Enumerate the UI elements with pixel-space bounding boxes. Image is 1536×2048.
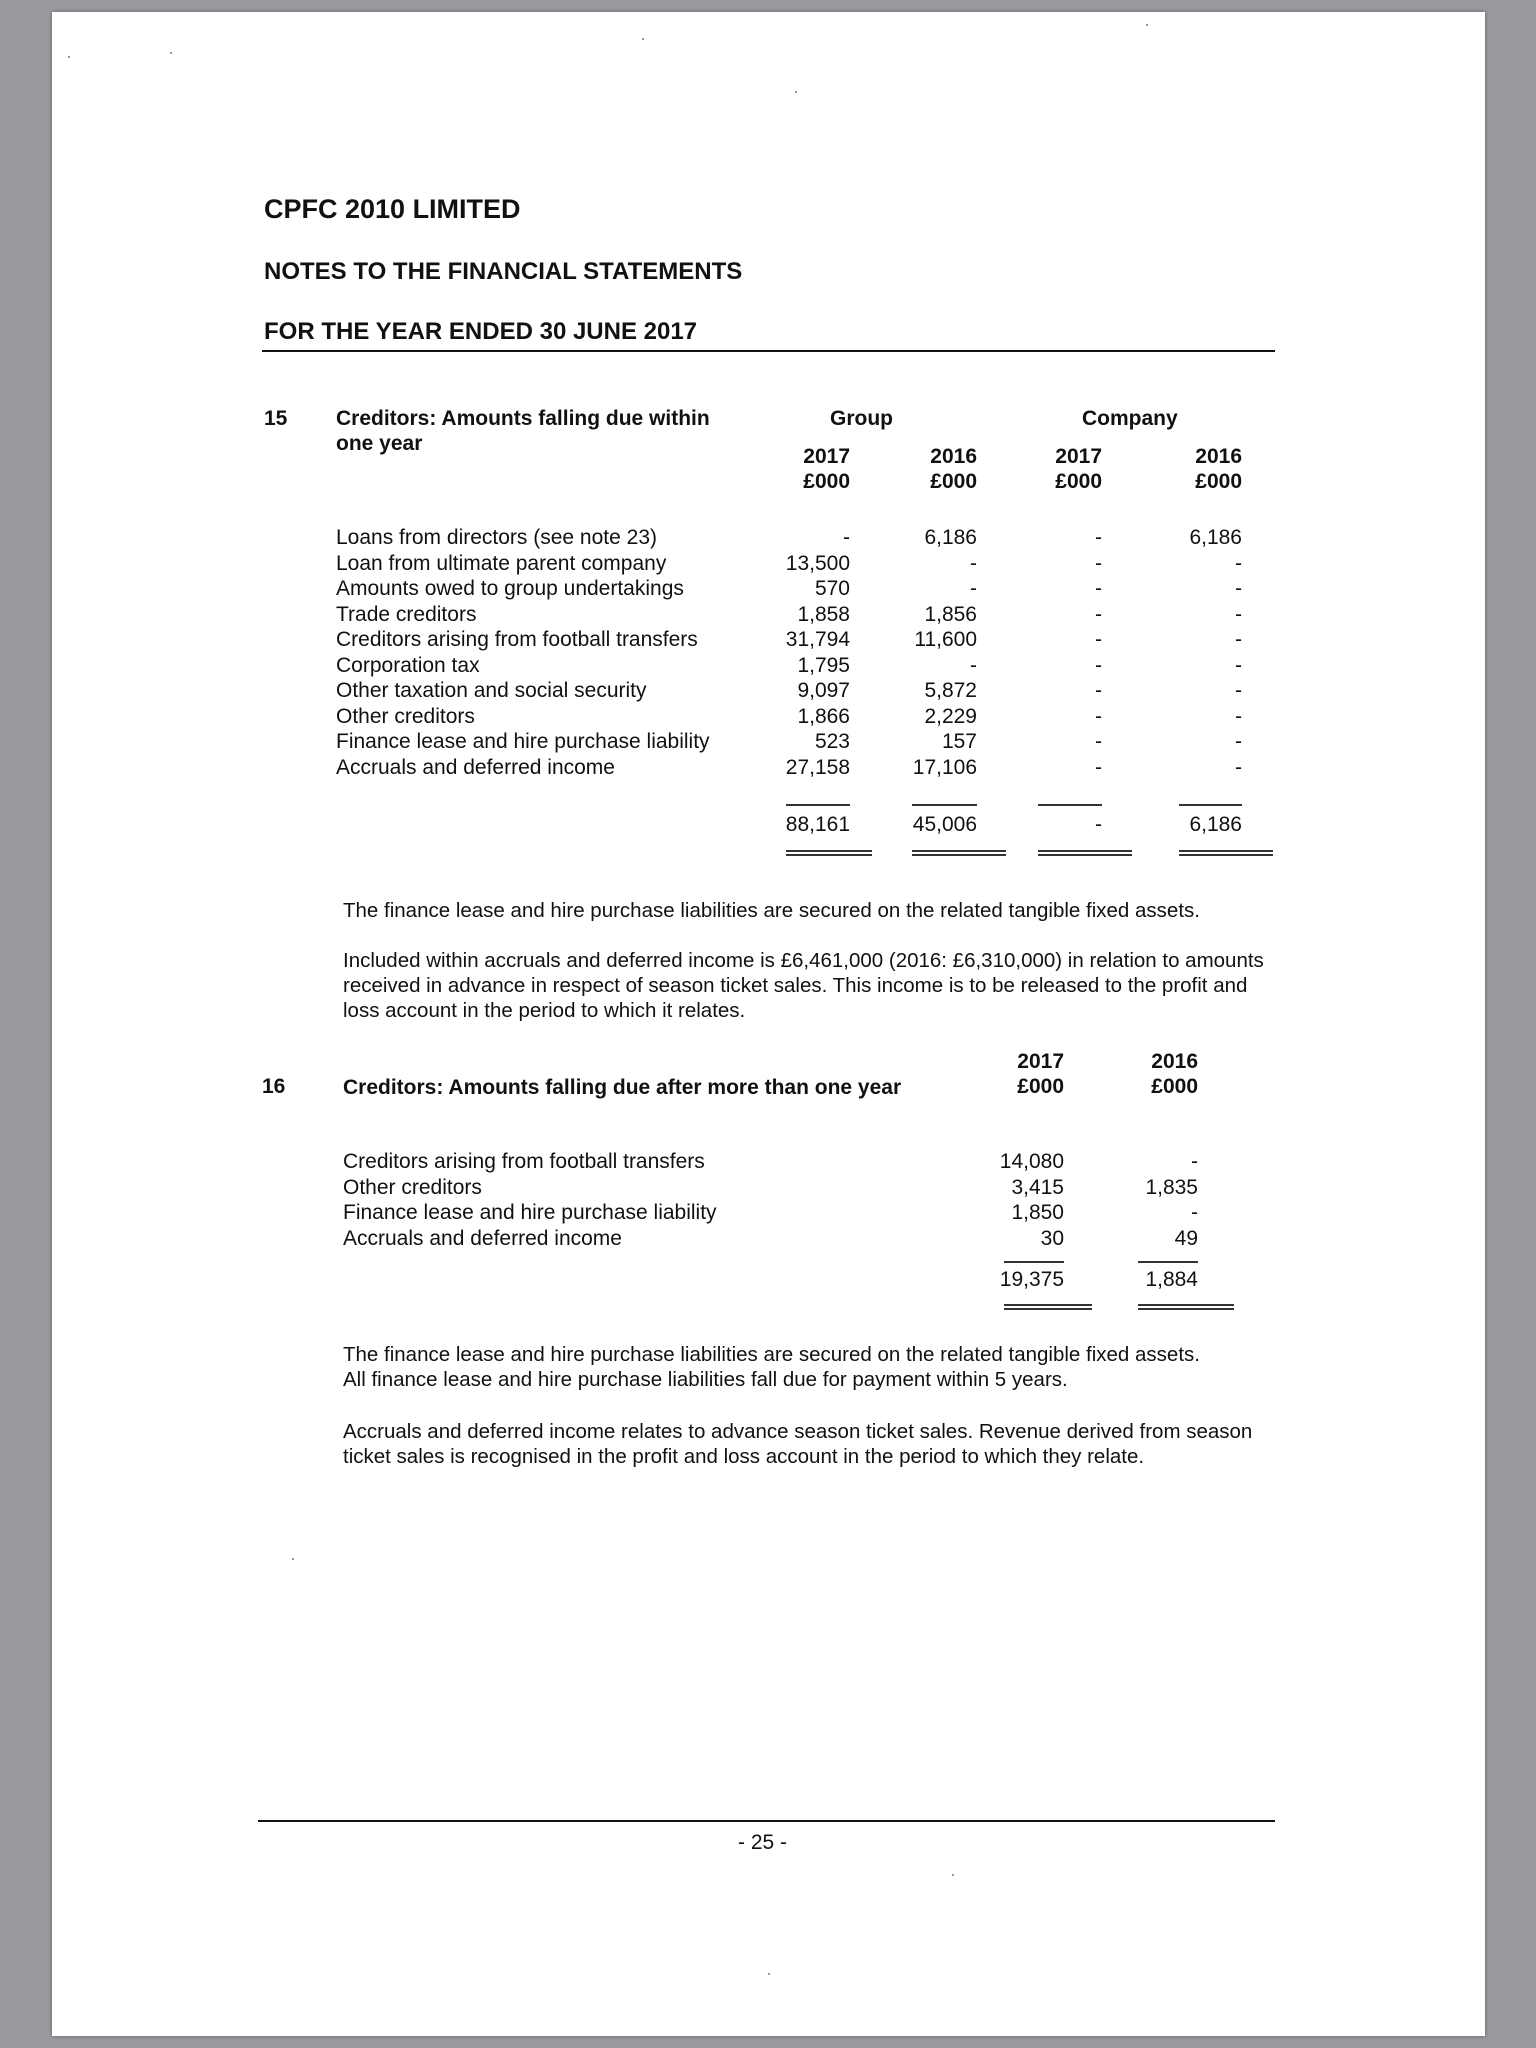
table-cell: - (1235, 577, 1242, 600)
table-row-label: Loans from directors (see note 23) (336, 526, 657, 549)
table-cell: - (1235, 704, 1242, 728)
scan-speck (68, 56, 70, 58)
total-group-2017: 88,161 (785, 813, 850, 836)
rule-total-top-g17 (786, 804, 850, 806)
table-cell: 2,229 (924, 704, 977, 728)
note-16-para-2: Accruals and deferred income relates to advance season ticket sales. Revenue derived from season ticket sales is recognised in the profit and loss account in the period to which they relate. (343, 1420, 1253, 1468)
table-cell: 13,500 (785, 551, 850, 575)
table-cell: - (1095, 653, 1102, 677)
scan-speck (768, 1973, 770, 1975)
table-cell: 6,186 (924, 526, 977, 549)
note-15-para-1: The finance lease and hire purchase liabilities are secured on the related tangible fixed assets. (343, 899, 1200, 922)
note-16-para-1-line-2: All finance lease and hire purchase liabilities fall due for payment within 5 years. (343, 1368, 1068, 1391)
note-16-para-1-line-1: The finance lease and hire purchase liabilities are secured on the related tangible fixed assets. (343, 1343, 1200, 1366)
table-cell: - (1235, 679, 1242, 702)
table-cell: - (1191, 1201, 1198, 1224)
note-15-title-line1: Creditors: Amounts falling due within (336, 407, 710, 430)
n16-col-2017-unit: £000 (1017, 1075, 1064, 1098)
company-header: Company (1082, 407, 1178, 430)
table-cell: - (1095, 679, 1102, 702)
rule-total-top-g16 (912, 804, 977, 806)
col-group-2017-unit: £000 (803, 470, 850, 493)
table-row-label: Other taxation and social security (336, 679, 647, 702)
notes-title: NOTES TO THE FINANCIAL STATEMENTS (264, 258, 743, 285)
rule-total-top-c17 (1038, 804, 1102, 806)
table-cell: 1,795 (797, 653, 850, 677)
footer-rule (258, 1820, 1275, 1822)
table-cell: - (1095, 526, 1102, 549)
period-title: FOR THE YEAR ENDED 30 JUNE 2017 (264, 318, 698, 345)
table-cell: - (1235, 628, 1242, 651)
rule-total-bottom-g17 (786, 850, 872, 856)
table-row-label: Amounts owed to group undertakings (336, 577, 684, 600)
table-row-label: Other creditors (336, 704, 475, 728)
note-15-title-line2: one year (336, 432, 423, 455)
note-15-number: 15 (264, 407, 288, 430)
group-header: Group (830, 407, 893, 430)
table-cell: 9,097 (797, 679, 850, 702)
total-company-2017: - (1095, 813, 1102, 836)
table-cell: - (970, 653, 977, 677)
table-cell: 1,856 (924, 602, 977, 626)
table-cell: - (1235, 602, 1242, 626)
table-cell: 31,794 (785, 628, 850, 651)
table-row-label: Loan from ultimate parent company (336, 551, 667, 575)
col-group-2017-year: 2017 (803, 445, 850, 468)
rule-total-bottom-g16 (912, 850, 1006, 856)
table-row-label: Finance lease and hire purchase liability (343, 1201, 717, 1224)
table-cell: 157 (941, 730, 977, 753)
table-cell: 30 (1040, 1226, 1064, 1250)
table-cell: 5,872 (924, 679, 977, 702)
table-cell: 3,415 (1011, 1175, 1064, 1199)
total-company-2016: 6,186 (1189, 813, 1242, 836)
note-15-para-2: Included within accruals and deferred income is £6,461,000 (2016: £6,310,000) in relation to amounts received in advance in respect of season ticket sales. This income is to be released to the profit and loss account in the period to which it relates. (343, 949, 1264, 1022)
table-row-label: Creditors arising from football transfers (336, 628, 698, 651)
table-row-label: Accruals and deferred income (336, 755, 615, 779)
col-company-2016-year: 2016 (1195, 445, 1242, 468)
table-cell: 1,858 (797, 602, 850, 626)
total-group-2016: 45,006 (912, 813, 977, 836)
table-cell: - (1235, 551, 1242, 575)
table-cell: - (970, 551, 977, 575)
n16-rule-top-2016 (1138, 1261, 1198, 1263)
table-cell: - (843, 526, 850, 549)
n16-col-2016-unit: £000 (1151, 1075, 1198, 1098)
n16-col-2017-year: 2017 (1017, 1050, 1064, 1073)
scan-speck (292, 1558, 294, 1560)
table-cell: 17,106 (912, 755, 977, 779)
scan-speck (642, 38, 644, 40)
n16-total-2016: 1,884 (1145, 1268, 1198, 1291)
company-name: CPFC 2010 LIMITED (264, 194, 521, 224)
table-cell: - (1095, 551, 1102, 575)
document-page (52, 12, 1485, 2036)
table-cell: - (1095, 755, 1102, 779)
table-cell: - (1095, 602, 1102, 626)
header-rule (262, 350, 1275, 352)
table-row-label: Trade creditors (336, 602, 477, 626)
table-cell: 14,080 (999, 1150, 1064, 1173)
table-cell: - (1235, 653, 1242, 677)
table-cell: - (1235, 755, 1242, 779)
rule-total-bottom-c16 (1179, 850, 1273, 856)
table-cell: - (970, 577, 977, 600)
table-row-label: Other creditors (343, 1175, 482, 1199)
table-row-label: Corporation tax (336, 653, 480, 677)
table-cell: 523 (814, 730, 850, 753)
scan-speck (795, 91, 797, 93)
rule-total-top-c16 (1179, 804, 1242, 806)
table-cell: - (1095, 577, 1102, 600)
table-cell: 1,866 (797, 704, 850, 728)
page-number: - 25 - (738, 1831, 788, 1854)
table-cell: - (1235, 730, 1242, 753)
rule-total-bottom-c17 (1038, 850, 1132, 856)
table-cell: - (1095, 730, 1102, 753)
table-row-label: Creditors arising from football transfers (343, 1150, 705, 1173)
table-cell: 570 (814, 577, 850, 600)
n16-rule-bottom-2017 (1004, 1304, 1092, 1310)
n16-col-2016-year: 2016 (1151, 1050, 1198, 1073)
table-cell: - (1095, 628, 1102, 651)
col-company-2017-year: 2017 (1055, 445, 1102, 468)
table-cell: - (1191, 1150, 1198, 1173)
note-16-title: Creditors: Amounts falling due after more than one year (343, 1076, 902, 1099)
table-cell: 11,600 (914, 628, 977, 651)
table-row-label: Accruals and deferred income (343, 1226, 622, 1250)
n16-rule-top-2017 (1004, 1261, 1064, 1263)
table-cell: - (1095, 704, 1102, 728)
col-group-2016-unit: £000 (930, 470, 977, 493)
col-company-2017-unit: £000 (1055, 470, 1102, 493)
table-cell: 1,850 (1011, 1201, 1064, 1224)
n16-rule-bottom-2016 (1138, 1304, 1234, 1310)
table-cell: 27,158 (785, 755, 850, 779)
table-cell: 1,835 (1145, 1175, 1198, 1199)
note-16-number: 16 (262, 1075, 286, 1098)
n16-total-2017: 19,375 (999, 1268, 1064, 1291)
table-cell: 49 (1174, 1226, 1198, 1250)
scan-speck (170, 52, 172, 54)
col-group-2016-year: 2016 (930, 445, 977, 468)
table-row-label: Finance lease and hire purchase liability (336, 730, 710, 753)
table-cell: 6,186 (1189, 526, 1242, 549)
scan-speck (952, 1874, 954, 1876)
scan-speck (1146, 24, 1148, 26)
col-company-2016-unit: £000 (1195, 470, 1242, 493)
